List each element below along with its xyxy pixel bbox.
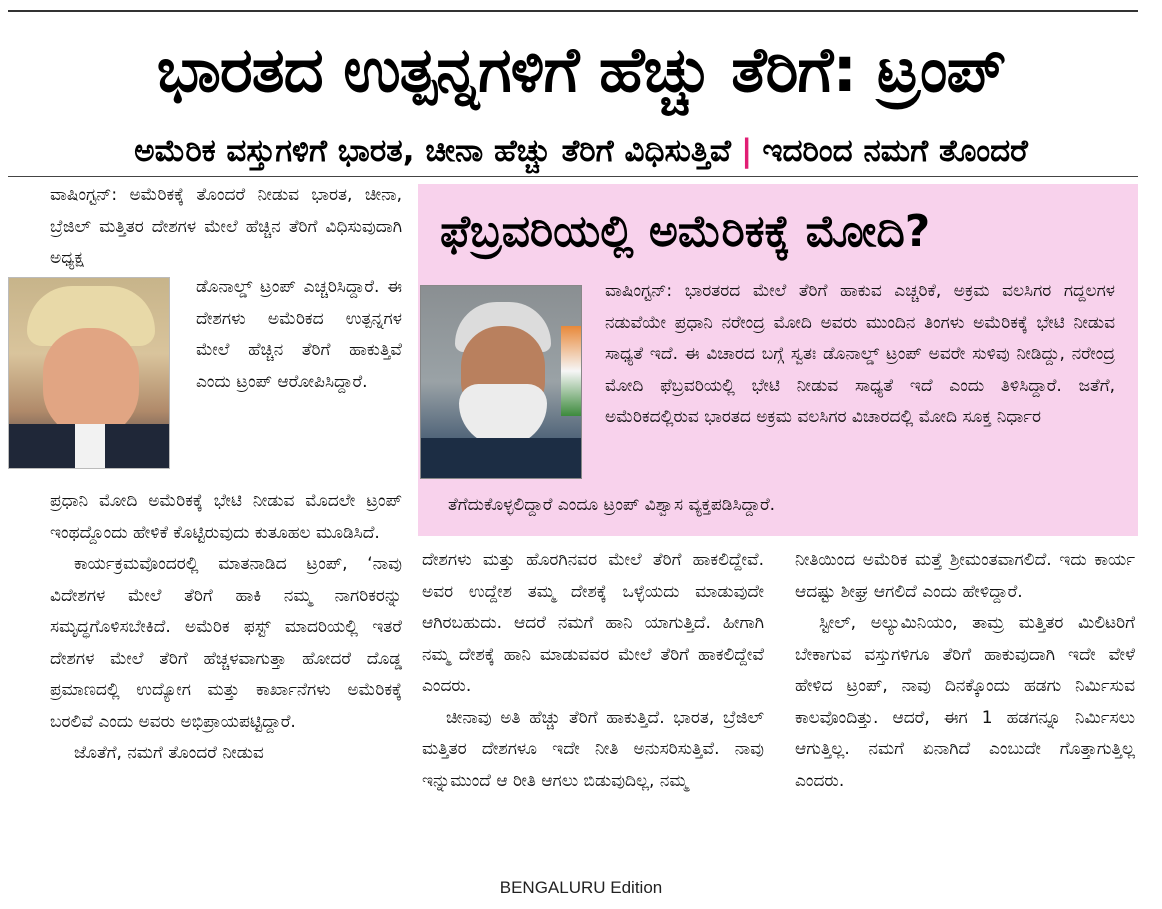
left-column-wrap-text: ಡೊನಾಲ್ಡ್ ಟ್ರಂಪ್ ಎಚ್ಚರಿಸಿದ್ದಾರೆ. ಈ ದೇಶಗಳು ಅಮೆರಿಕದ ಉತ್ಪನ್ನಗಳ ಮೇಲೆ ಹೆಚ್ಚಿನ ತೆರಿಗೆ ಹಾಕುತ್ತಿವೆ ಎಂದು ಟ್ರಂಪ್ ಆರೋಪಿಸಿದ್ದಾರೆ. bbox=[196, 277, 402, 392]
middle-paragraph-2: ಚೀನಾವು ಅತಿ ಹೆಚ್ಚು ತೆರಿಗೆ ಹಾಕುತ್ತಿದೆ. ಭಾರತ, ಬ್ರೆಜಿಲ್ ಮತ್ತಿತರ ದೇಶಗಳೂ ಇದೇ ನೀತಿ ಅನುಸರಿಸುತ್ತಿವೆ. ನಾವು ಇನ್ನುಮುಂದೆ ಆ ರೀತಿ ಆಗಲು ಬಿಡುವುದಿಲ್ಲ, ನಮ್ಮ bbox=[422, 707, 764, 791]
sidebar-box-closing: ತೆಗೆದುಕೊಳ್ಳಲಿದ್ದಾರೆ ಎಂದೂ ಟ್ರಂಪ್ ವಿಶ್ವಾಸ ವ್ಯಕ್ತಪಡಿಸಿದ್ದಾರೆ. bbox=[448, 495, 776, 515]
subhead-right: ಇದರಿಂದ ನಮಗೆ ತೊಂದರೆ bbox=[762, 132, 1028, 169]
left-paragraph-3: ಜೊತೆಗೆ, ನಮಗೆ ತೊಂದರೆ ನೀಡುವ bbox=[74, 743, 264, 763]
photo-flag bbox=[561, 326, 581, 416]
top-rule bbox=[8, 10, 1138, 12]
left-column-wrap bbox=[196, 272, 402, 398]
right-column bbox=[795, 545, 1135, 797]
subhead-separator: | bbox=[741, 133, 753, 169]
photo-face bbox=[43, 328, 139, 438]
trump-photo bbox=[8, 277, 170, 469]
subhead-rule bbox=[8, 176, 1138, 177]
headline: ಭಾರತದ ಉತ್ಪನ್ನಗಳಿಗೆ ಹೆಚ್ಚು ತೆರಿಗೆ: ಟ್ರಂಪ್ bbox=[156, 33, 1006, 106]
sidebar-box-paragraph: ವಾಷಿಂಗ್ಟನ್: ಭಾರತರದ ಮೇಲೆ ತೆರಿಗೆ ಹಾಕುವ ಎಚ್ಚರಿಕೆ, ಅಕ್ರಮ ವಲಸಿಗರ ಗದ್ದಲಗಳ ನಡುವೆಯೇ ಪ್ರಧಾನಿ ನರೇಂದ್ರ ಮೋದಿ ಅವರು ಮುಂದಿನ ತಿಂಗಳು ಅಮೆರಿಕಕ್ಕೆ ಭೇಟಿ ನೀಡುವ ಸಾಧ್ಯತೆ ಇದೆ. ಈ ವಿಚಾರದ ಬಗ್ಗೆ ಸ್ವತಃ ಡೊನಾಲ್ಡ್ ಟ್ರಂಪ್ ಅವರೇ ಸುಳಿವು ನೀಡಿದ್ದು, ನರೇಂದ್ರ ಮೋದಿ ಫೆಬ್ರವರಿಯಲ್ಲಿ ಭೇಟಿ ನೀಡುವ ಸಾಧ್ಯತೆ ಇದೆ ಎಂದು ತಿಳಿಸಿದ್ದಾರೆ. ಜತೆಗೆ, ಅಮೆರಿಕದಲ್ಲಿರುವ ಭಾರತದ ಅಕ್ರಮ ವಲಸಿಗರ ವಿಚಾರದಲ್ಲಿ ಮೋದಿ ಸೂಕ್ತ ನಿರ್ಧಾರ bbox=[605, 281, 1115, 427]
sidebar-box-last-line bbox=[448, 490, 1118, 522]
middle-column bbox=[422, 545, 764, 797]
left-column-lead: ವಾಷಿಂಗ್ಟನ್: ಅಮೆರಿಕಕ್ಕೆ ತೊಂದರೆ ನೀಡುವ ಭಾರತ, ಚೀನಾ, ಬ್ರೆಜಿಲ್ ಮತ್ತಿತರ ದೇಶಗಳ ಮೇಲೆ ಹೆಚ್ಚಿನ ತೆರಿಗೆ ವಿಧಿಸುವುದಾಗಿ ಅಧ್ಯಕ್ಷ bbox=[50, 185, 402, 268]
subhead-left: ಅಮೆರಿಕ ವಸ್ತುಗಳಿಗೆ ಭಾರತ, ಚೀನಾ ಹೆಚ್ಚು ತೆರಿಗೆ ವಿಧಿಸುತ್ತಿವೆ bbox=[134, 132, 732, 169]
modi-photo bbox=[420, 285, 582, 479]
left-column-top bbox=[50, 180, 402, 275]
left-column-bottom bbox=[50, 486, 402, 770]
subheadline bbox=[12, 128, 1150, 174]
middle-paragraph-1: ದೇಶಗಳು ಮತ್ತು ಹೊರಗಿನವರ ಮೇಲೆ ತೆರಿಗೆ ಹಾಕಲಿದ್ದೇವೆ. ಅವರ ಉದ್ದೇಶ ತಮ್ಮ ದೇಶಕ್ಕೆ ಒಳ್ಳೆಯದು ಮಾಡುವುದೇ ಆಗಿರಬಹುದು. ಆದರೆ ನಮಗೆ ಹಾನಿ ಯಾಗುತ್ತಿದೆ. ಹೀಗಾಗಿ ನಮ್ಮ ದೇಶಕ್ಕೆ ಹಾನಿ ಮಾಡುವವರ ಮೇಲೆ ತೆರಿಗೆ ಹಾಕಲಿದ್ದೇವೆ ಎಂದರು. bbox=[422, 550, 764, 696]
sidebar-box-title: ಫೆಬ್ರವರಿಯಲ್ಲಿ ಅಮೆರಿಕಕ್ಕೆ ಮೋದಿ? bbox=[440, 206, 931, 257]
left-paragraph-2: ಕಾರ್ಯಕ್ರಮವೊಂದರಲ್ಲಿ ಮಾತನಾಡಿದ ಟ್ರಂಪ್, ‘ನಾವು ವಿದೇಶಗಳ ಮೇಲೆ ತೆರಿಗೆ ಹಾಕಿ ನಮ್ಮ ನಾಗರಿಕರನ್ನು ಸಮೃದ್ಧಗೊಳಿಸಬೇಕಿದೆ. ಅಮೆರಿಕ ಫಸ್ಟ್ ಮಾದರಿಯಲ್ಲಿ ಇತರೆ ದೇಶಗಳ ಮೇಲೆ ತೆರಿಗೆ ಹೆಚ್ಚಳವಾಗುತ್ತಾ ಹೋದರೆ ದೊಡ್ಡ ಪ್ರಮಾಣದಲ್ಲಿ ಉದ್ಯೋಗ ಮತ್ತು ಕಾರ್ಖಾನೆಗಳು ಅಮೆರಿಕಕ್ಕೆ ಬರಲಿವೆ ಎಂದು ಅವರು ಅಭಿಪ್ರಾಯಪಟ್ಟಿದ್ದಾರೆ. bbox=[50, 554, 402, 732]
left-paragraph-1-rest: ಪ್ರಧಾನಿ ಮೋದಿ ಅಮೆರಿಕಕ್ಕೆ ಭೇಟಿ ನೀಡುವ ಮೊದಲೇ ಟ್ರಂಪ್ ಇಂಥದ್ದೊಂದು ಹೇಳಿಕೆ ಕೊಟ್ಟಿರುವುದು ಕುತೂಹಲ ಮೂಡಿಸಿದೆ. bbox=[50, 491, 402, 543]
edition-footer: BENGALURU Edition bbox=[499, 878, 663, 897]
sidebar-box-text bbox=[605, 276, 1115, 434]
photo-beard bbox=[459, 384, 547, 446]
photo-shirt bbox=[75, 424, 105, 468]
right-paragraph-2: ಸ್ಟೀಲ್, ಅಲ್ಯುಮಿನಿಯಂ, ತಾಮ್ರ ಮತ್ತಿತರ ಮಿಲಿಟರಿಗೆ ಬೇಕಾಗುವ ವಸ್ತುಗಳಿಗೂ ತೆರಿಗೆ ಹಾಕುವುದಾಗಿ ಇದೇ ವೇಳೆ ಹೇಳಿದ ಟ್ರಂಪ್, ನಾವು ದಿನಕ್ಕೊಂದು ಹಡಗು ನಿರ್ಮಿಸುವ ಕಾಲವೊಂದಿತ್ತು. ಆದರೆ, ಈಗ 1 ಹಡಗನ್ನೂ ನಿರ್ಮಿಸಲು ಆಗುತ್ತಿಲ್ಲ. ನಮಗೆ ಏನಾಗಿದೆ ಎಂಬುದೇ ಗೊತ್ತಾಗುತ್ತಿಲ್ಲ ಎಂದರು. bbox=[795, 613, 1135, 791]
photo-coat bbox=[421, 438, 581, 478]
right-paragraph-1: ನೀತಿಯಿಂದ ಅಮೆರಿಕ ಮತ್ತೆ ಶ್ರೀಮಂತವಾಗಲಿದೆ. ಇದು ಕಾರ್ಯ ಆದಷ್ಟು ಶೀಘ್ರ ಆಗಲಿದೆ ಎಂದು ಹೇಳಿದ್ದಾರೆ. bbox=[795, 550, 1135, 602]
